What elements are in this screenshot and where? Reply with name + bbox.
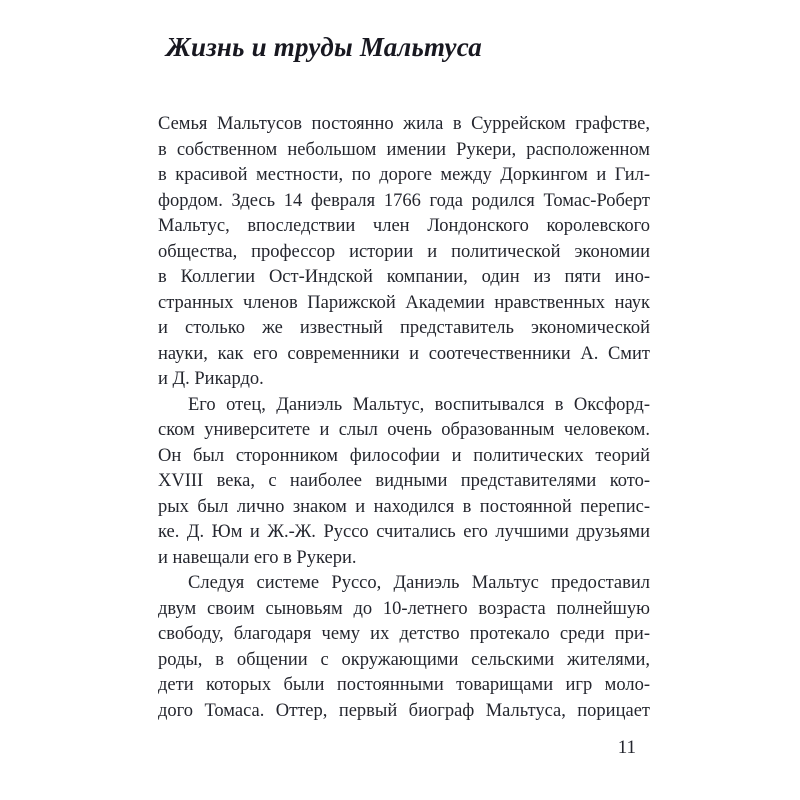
text-line: рых был лично знаком и находился в постоянной перепис- xyxy=(158,496,650,517)
text-line: Мальтус, впоследствии член Лондонского королевского xyxy=(158,216,650,236)
text-line: и навещали его в Рукери. xyxy=(158,547,357,568)
text-line: ском университете и слыл очень образованным человеком. xyxy=(158,420,650,440)
text-line: в собственном небольшом имении Рукери, расположенном xyxy=(158,139,650,160)
text-line: свободу, благодаря чему их детство протекало среди при- xyxy=(158,624,650,644)
text-line: Семья Мальтусов постоянно жила в Суррейском графстве, xyxy=(158,114,650,134)
text-line: фордом. Здесь 14 февраля 1766 года родился Томас-Роберт xyxy=(158,190,650,211)
text-line: странных членов Парижской Академии нравственных наук xyxy=(158,292,650,313)
text-line: науки, как его современники и соотечественники А. Смит xyxy=(158,343,650,364)
text-line: Его отец, Даниэль Мальтус, воспитывался в Оксфорд- xyxy=(188,394,650,415)
text-line: Он был сторонником философии и политических теорий xyxy=(158,445,650,466)
chapter-title: Жизнь и труды Мальтуса xyxy=(166,32,482,62)
text-line: и столько же известный представитель экономической xyxy=(158,318,650,338)
text-line: дети которых были постоянными товарищами игр моло- xyxy=(158,675,650,695)
text-line: в Коллегии Ост-Индской компании, один из пяти ино- xyxy=(158,267,650,287)
text-line: двум своим сыновьям до 10-летнего возраста полнейшую xyxy=(158,598,650,619)
text-line: в красивой местности, по дороге между Доркингом и Гил- xyxy=(158,165,650,185)
body-text xyxy=(158,112,650,724)
text-line: XVIII века, с наиболее видными представителями кото- xyxy=(158,471,650,491)
text-line: ке. Д. Юм и Ж.-Ж. Руссо считались его лучшими друзьями xyxy=(158,522,650,542)
text-line: Следуя системе Руссо, Даниэль Мальтус предоставил xyxy=(188,573,650,593)
text-line: общества, профессор истории и политической экономии xyxy=(158,241,650,262)
text-line: дого Томаса. Оттер, первый биограф Мальтуса, порицает xyxy=(158,700,650,721)
text-line: и Д. Рикардо. xyxy=(158,369,264,389)
page-number: 11 xyxy=(617,737,636,758)
text-line: роды, в общении с окружающими сельскими жителями, xyxy=(158,649,650,670)
